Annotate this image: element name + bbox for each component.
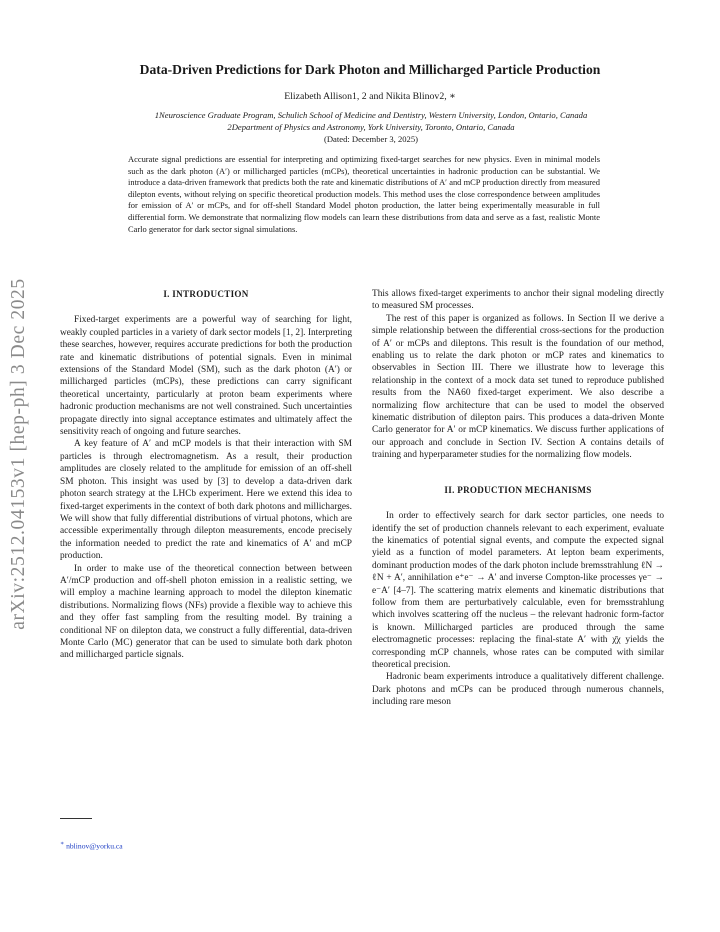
author-list bbox=[60, 91, 680, 102]
intro-paragraph-continued: This allows fixed-target experiments to anchor their signal modeling directly to measured SM processes. bbox=[372, 289, 664, 312]
right-column bbox=[372, 288, 664, 709]
production-paragraph-2: Hadronic beam experiments introduce a qualitatively different challenge. Dark photons and mCPs can be produced through numerous channels, including rare meson bbox=[372, 672, 664, 708]
footnote bbox=[60, 840, 123, 851]
arxiv-identifier-stamp: arXiv:2512.04153v1 [hep-ph] 3 Dec 2025 bbox=[8, 278, 29, 630]
left-column bbox=[60, 288, 352, 662]
intro-paragraph-1: Fixed-target experiments are a powerful way of searching for light, weakly coupled particles in a variety of dark sector models [1, 2]. Interpreting these searches, however, requires accurate predictions for both the production rate and kinematic distributions of potential signals. Even in minimal extensions of the Standard Model (SM), such as the dark photon (A′) or millicharged particles (mCPs), these predictions can carry significant theoretical uncertainty, particularly at proton beam experiments where hadronic production mechanisms are not well constrained. Such uncertainties propagate directly into signal acceptance estimates and ultimately affect the sensitivity reach of ongoing and future searches. bbox=[60, 315, 352, 438]
production-paragraph-1: In order to effectively search for dark sector particles, one needs to identify the set of production channels relevant to each experiment, evaluate the kinematics of potential signal events, and compute the expected signal yield as a function of model parameters. At lepton beam experiments, dominant production modes of the dark photon include bremsstrahlung ℓN → ℓN + A′, annihilation e⁺e⁻ → A′ and inverse Compton-like processes γe⁻ → e⁻A′ [4–7]. The scattering matrix elements and kinematic distributions that follow from them are perturbatively calculable, even for bremsstrahlung which involves scattering off the nucleus – the relevant hadronic form-factor is known. Millicharged particles are produced through the same electromagnetic processes: replacing the final-state A′ with χ̄χ yields the corresponding mCP channels, whose rates can be computed with similar theoretical precision. bbox=[372, 511, 664, 670]
abstract: Accurate signal predictions are essential for interpreting and optimizing fixed-target searches for new physics. Even in minimal models such as the dark photon (A′) or millicharged particles (mCPs), theoretical uncertainties in hadronic production can be substantial. We introduce a data-driven framework that predicts both the rate and kinematic distributions of A′ and mCP production directly from measured dilepton events, without relying on specific theoretical production models. This method uses the close correspondence between amplitudes for emission of A′ or mCPs, and for off-shell Standard Model photon production, the latter being experimentally measurable in full differential form. We demonstrate that normalizing flow models can learn these distributions from data and serve as a fast, realistic Monte Carlo generator for dark sector signal simulations. bbox=[128, 154, 600, 234]
paper-title: Data-Driven Predictions for Dark Photon and Millicharged Particle Production bbox=[139, 62, 601, 77]
section-heading-introduction: I. INTRODUCTION bbox=[163, 289, 249, 299]
date-line: (Dated: December 3, 2025) bbox=[323, 134, 418, 144]
affiliation-1: 1Neuroscience Graduate Program, Schulich School of Medicine and Dentistry, Western University, London, Ontario, Canada bbox=[154, 110, 588, 120]
section-heading-production-mechanisms: II. PRODUCTION MECHANISMS bbox=[444, 484, 592, 495]
footnote-mark: ∗ bbox=[60, 841, 65, 847]
affiliation-2: 2Department of Physics and Astronomy, York University, Toronto, Ontario, Canada bbox=[227, 122, 515, 132]
intro-paragraph-2: A key feature of A′ and mCP models is that their interaction with SM particles is through electromagnetism. As a result, their production amplitudes are closely related to the amplitude for emission of an off-shell SM photon. This insight was used by [3] to develop a data-driven dark photon search strategy at the LHCb experiment. Here we extend this idea to fixed-target experiments in the context of both dark photons and millicharges. We will show that fully differential distributions of virtual photons, which are accessible experimentally through dilepton measurements, encode precisely the information needed to predict the rate and kinematics of A′ and mCP production. bbox=[60, 439, 352, 562]
author-line: Elizabeth Allison1, 2 and Nikita Blinov2, ∗ bbox=[284, 91, 456, 102]
footnote-divider bbox=[60, 818, 92, 819]
footnote-email-link[interactable]: nblinov@yorku.ca bbox=[66, 841, 123, 851]
intro-paragraph-3: In order to make use of the theoretical connection between between A′/mCP production and off-shell photon emission in a realistic setting, we will employ a machine learning approach to model the dilepton kinematic distributions. Normalizing flows (NFs) provide a flexible way to achieve this and they offer fast sampling from the resulting model. By training a conditional NF on dilepton data, we construct a fully differential, data-driven Monte Carlo (MC) generator that can be used to simulate both dark photon and millicharged particle signals. bbox=[60, 563, 352, 661]
outline-paragraph: The rest of this paper is organized as follows. In Section II we derive a simple relationship between the differential cross-sections for the production of A′ or mCPs and dileptons. This result is the foundation of our method, enabling us to relate the dark photon or mCP rates and kinematics to observables in Section III. There we illustrate how to leverage this relationship in the context of a mock data set tuned to reproduce published results from the NA60 fixed-target experiment. We also describe a normalizing flow architecture that can be used to model the observed kinematic distribution of dilepton pairs. This produces a data-driven Monte Carlo generator for A′ or mCP kinematics. We discuss further applications of our approach and conclude in Section IV. Section A contains details of training and hyperparameter studies for the normalizing flow models. bbox=[372, 313, 664, 461]
